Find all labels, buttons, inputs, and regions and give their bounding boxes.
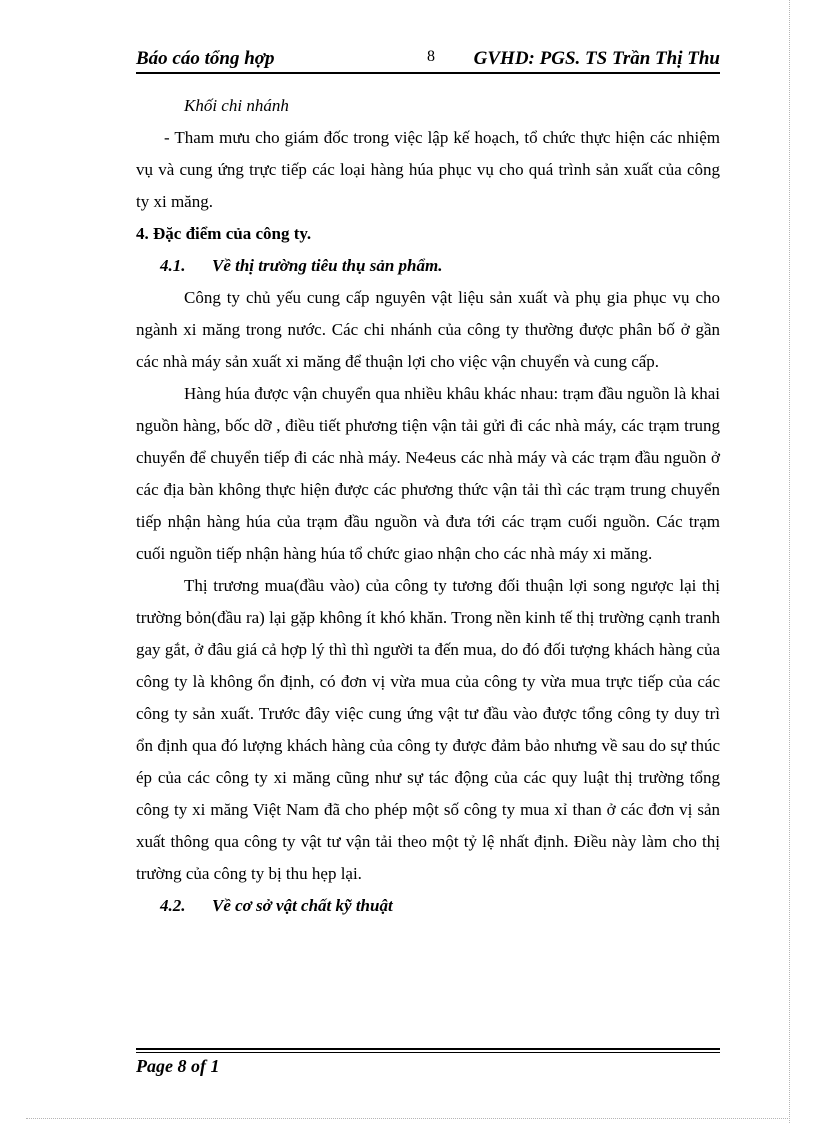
page-boundary-right [789, 0, 790, 1123]
branch-label: Khối chi nhánh [184, 96, 289, 115]
section-4-2-number: 4.2. [160, 896, 186, 915]
footer-rule-thick [136, 1048, 720, 1050]
section-4-heading: 4. Đặc điểm của công ty. [136, 224, 312, 243]
page-footer: Page 8 of 1 [136, 1056, 220, 1076]
page-boundary-bottom [26, 1118, 790, 1119]
paragraph-2: Hàng húa được vận chuyển qua nhiều khâu khác nhau: trạm đầu nguồn là khai nguồn hàng, bốc dỡ , điều tiết phương tiện vận tải gửi đi các nhà máy, các trạm trung chuyển để chuyển tiếp đi các nhà máy. Ne4eus các nhà máy và các trạm đầu nguồn ở các địa bàn không thực hiện được các phương thức vận tải thì các trạm trung chuyển tiếp nhận hàng húa của trạm đầu nguồn và đưa tới các trạm cuối nguồn. Các trạm cuối nguồn tiếp nhận hàng húa tổ chức giao nhận cho các nhà máy xi măng. [136, 384, 720, 563]
section-4-1-number: 4.1. [160, 256, 186, 275]
header-report-title: Báo cáo tổng hợp [136, 48, 275, 69]
footer-rule-thin [136, 1052, 720, 1053]
header-rule [136, 72, 720, 74]
paragraph-3: Thị trương mua(đầu vào) của công ty tương đối thuận lợi song ngược lại thị trường bỏn(đầu ra) lại gặp không ít khó khăn. Trong nền kinh tế thị trường cạnh tranh gay gắt, ở đâu giá cả hợp lý thì thì người ta đến mua, do đó đối tượng khách hàng của công ty là không ổn định, có đơn vị vừa mua của công ty vừa mua trực tiếp của các công ty sản xuất. Trước đây việc cung ứng vật tư đầu vào được tổng công ty duy trì ổn định qua đó lượng khách hàng của công ty được đảm bảo nhưng về sau do sự thúc ép của các công ty xi măng cũng như sự tác động của các quy luật thị trường tổng công ty xi măng Việt Nam đã cho phép một số công ty mua xỉ than ở các đơn vị sản xuất thông qua công ty vật tư vận tải theo một tỷ lệ nhất định. Điều này làm cho thị trường của công ty bị thu hẹp lại. [136, 576, 720, 883]
paragraph-1: Công ty chủ yếu cung cấp nguyên vật liệu sản xuất và phụ gia phục vụ cho ngành xi măng trong nước. Các chi nhánh của công ty thường được phân bố ở gần các nhà máy sản xuất xi măng để thuận lợi cho việc vận chuyển và cung cấp. [136, 288, 720, 371]
header-page-number: 8 [427, 48, 435, 65]
branch-description: - Tham mưu cho giám đốc trong việc lập kế hoạch, tổ chức thực hiện các nhiệm vụ và cung ứng trực tiếp các loại hàng húa phục vụ cho quá trình sản xuất của công ty xi măng. [136, 128, 720, 211]
section-4-1-heading [136, 250, 720, 282]
section-4-2-heading [136, 890, 720, 922]
section-4-1-title: Về thị trường tiêu thụ sản phẩm. [212, 256, 443, 275]
page-header [136, 46, 720, 72]
header-supervisor: GVHD: PGS. TS Trần Thị Thu [473, 48, 720, 69]
section-4-2-title: Về cơ sở vật chất kỹ thuật [212, 896, 393, 915]
document-body [136, 90, 720, 922]
